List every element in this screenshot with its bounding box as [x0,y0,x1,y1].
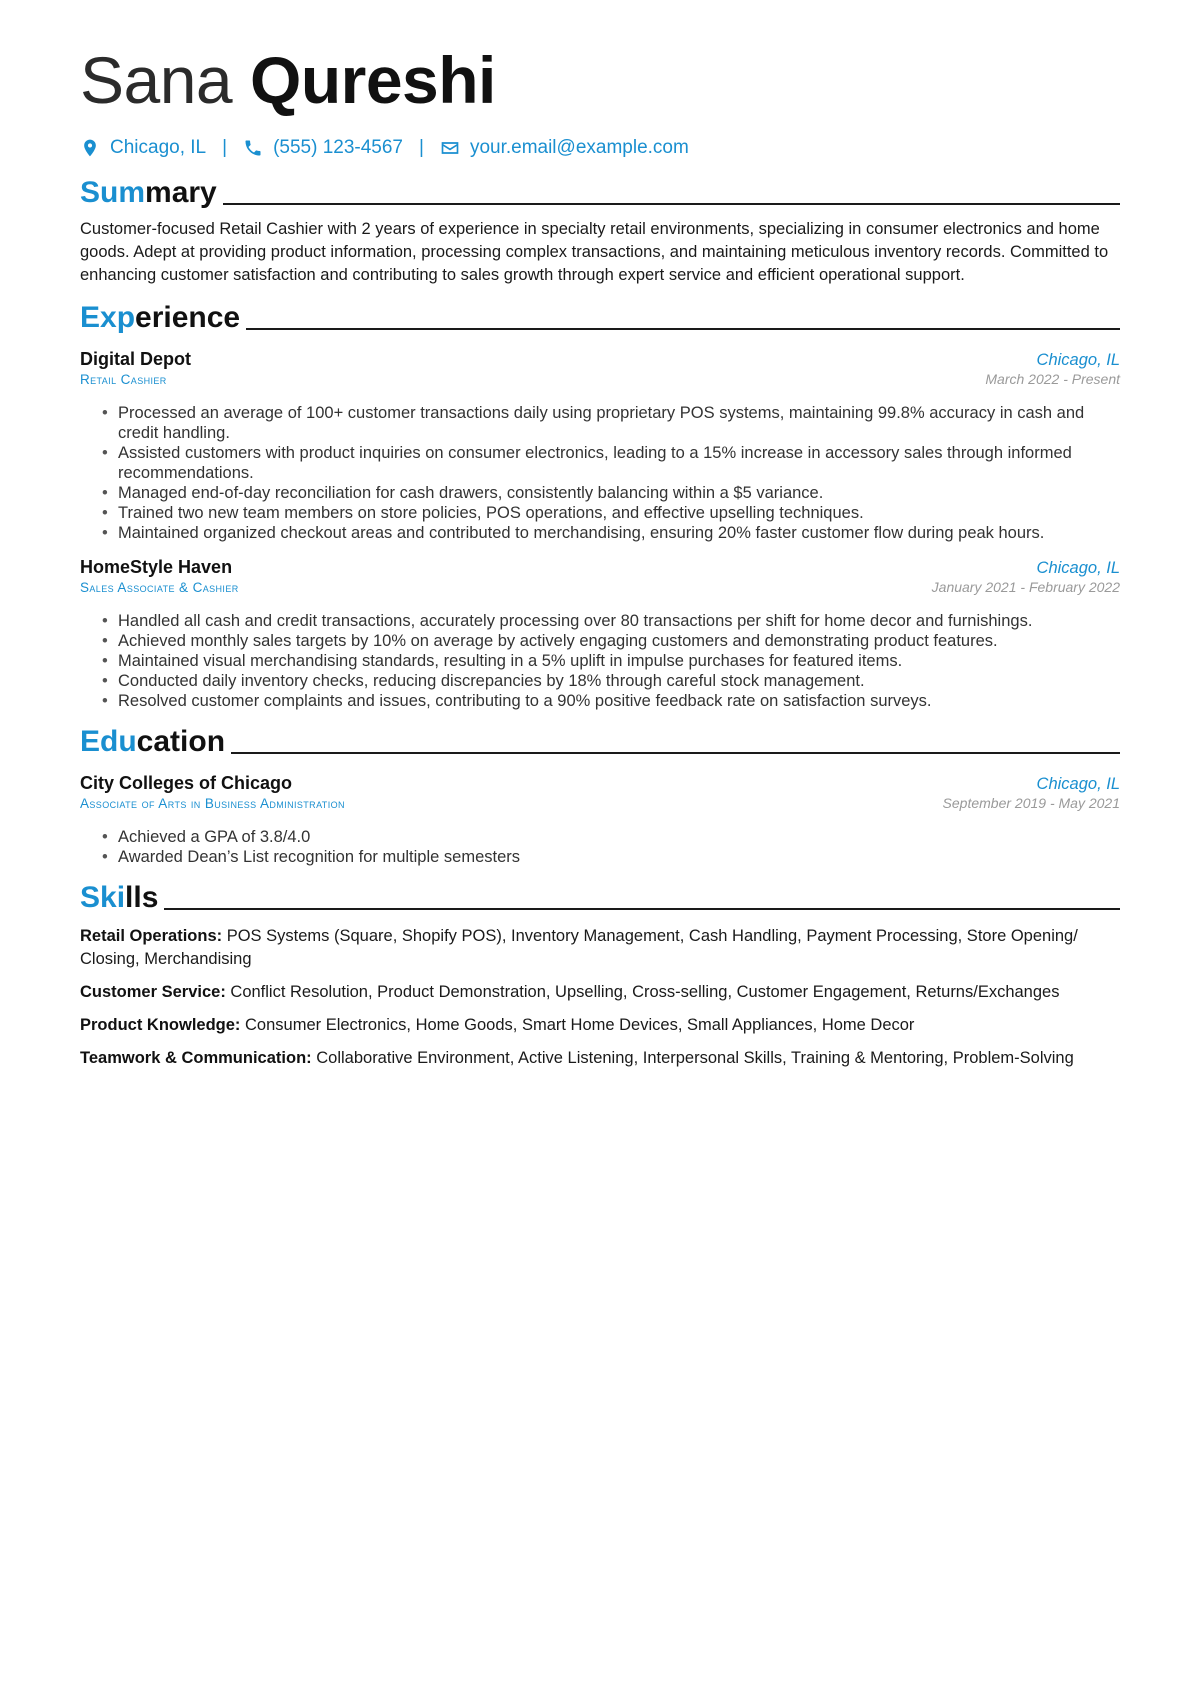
skill-row [80,1047,1120,1070]
contact-phone[interactable] [243,137,403,159]
section-header [80,877,1120,915]
candidate-name [80,40,1120,120]
bullet-item: • Conducted daily inventory checks, reducing discrepancies by 18% through careful stock management. [118,671,1120,691]
employer-name: Digital Depot [80,349,191,369]
skill-values: POS Systems (Square, Shopify POS), Inventory Management, Cash Handling, Payment Processing, Store Opening/ Closing, Merchandising [80,927,1078,968]
last-name: Qureshi [249,43,496,117]
bullet-item: • Achieved a GPA of 3.8/4.0 [118,827,1120,847]
section-title-education: Education [80,725,226,758]
bullet-item: • Managed end-of-day reconciliation for cash drawers, consistently balancing within a $5 variance. [118,483,1120,503]
bullet-item: • Achieved monthly sales targets by 10% on average by actively engaging customers and demonstrating product features. [118,631,1120,651]
job-title: Sales Associate & Cashier [80,580,239,595]
phone-text[interactable]: (555) 123-4567 [273,137,403,158]
map-pin-icon [80,138,100,158]
section-header [80,297,1120,335]
bullet-item: • Resolved customer complaints and issues, contributing to a 90% positive feedback rate on satisfaction surveys. [118,691,1120,711]
skill-category: Teamwork & Communication: [80,1049,312,1067]
section-divider [223,203,1120,205]
experience-entry [80,557,1120,711]
skill-category: Customer Service: [80,983,226,1001]
email-link[interactable]: your.email@example.com [469,137,689,158]
skill-category: Product Knowledge: [80,1016,241,1034]
bullet-item: • Processed an average of 100+ customer transactions daily using proprietary POS systems, maintaining 99.8% accuracy in cash and credit handling. [118,403,1120,443]
location-text: Chicago, IL [110,137,207,158]
section-title-experience: Experience [80,301,241,334]
experience-entry [80,349,1120,543]
resume-page [80,40,1120,1080]
contact-email[interactable] [440,137,689,159]
bullet-item: • Maintained organized checkout areas and contributed to merchandising, ensuring 20% faster customer flow during peak hours. [118,523,1120,543]
degree-title: Associate of Arts in Business Administration [80,796,345,811]
summary-text: Customer-focused Retail Cashier with 2 years of experience in specialty retail environments, specializing in consumer electronics and home goods. Adept at providing product information, processing complex transactions, and maintaining meticulous inventory records. Committed to enhancing customer satisfaction and contributing to sales growth through expert service and efficient operational support. [80,220,1109,284]
skill-row [80,1014,1120,1037]
section-title-skills: Skills [80,881,159,914]
entry-location: Chicago, IL [1036,351,1120,369]
employer-name: HomeStyle Haven [80,557,233,577]
job-title: Retail Cashier [80,372,167,387]
skills-section [80,877,1120,1070]
section-divider [231,752,1120,754]
section-title-summary: Summary [80,176,217,209]
skill-values: Collaborative Environment, Active Listening, Interpersonal Skills, Training & Mentoring, Problem-Solving [316,1049,1074,1067]
skill-row [80,981,1120,1004]
section-header [80,721,1120,759]
skill-values: Conflict Resolution, Product Demonstration, Upselling, Cross-selling, Customer Engagement, Returns/Exchanges [230,983,1060,1001]
first-name: Sana [80,43,233,117]
school-name: City Colleges of Chicago [80,773,293,793]
bullet-item: • Trained two new team members on store policies, POS operations, and effective upselling techniques. [118,503,1120,523]
contact-separator: | [222,137,228,158]
section-header [80,172,1120,210]
education-entry [80,773,1120,867]
entry-dates: March 2022 - Present [985,371,1120,387]
contact-separator: | [419,137,424,158]
phone-icon [243,138,263,158]
education-section [80,721,1120,867]
bullet-list [80,403,1120,543]
entry-location: Chicago, IL [1036,775,1120,793]
bullet-item: • Maintained visual merchandising standards, resulting in a 5% uplift in impulse purchases for featured items. [118,651,1120,671]
entry-dates: September 2019 - May 2021 [942,795,1120,811]
entry-dates: January 2021 - February 2022 [931,579,1120,595]
bullet-item: • Awarded Dean’s List recognition for multiple semesters [118,847,1120,867]
bullet-list [80,611,1120,711]
skill-values: Consumer Electronics, Home Goods, Smart Home Devices, Small Appliances, Home Decor [245,1016,915,1034]
entry-location: Chicago, IL [1036,559,1120,577]
envelope-icon [440,138,460,158]
skills-list [80,925,1120,1070]
skill-category: Retail Operations: [80,927,223,945]
bullet-item: • Handled all cash and credit transactions, accurately processing over 80 transactions per shift for home decor and furnishings. [118,611,1120,631]
bullet-item: • Assisted customers with product inquiries on consumer electronics, leading to a 15% increase in accessory sales through informed recommendations. [118,443,1120,483]
section-divider [164,908,1120,910]
skill-row [80,925,1120,971]
bullet-list [80,827,1120,867]
experience-section [80,297,1120,711]
contact-bar [80,134,1120,162]
summary-section [80,172,1120,287]
section-divider [246,328,1120,330]
contact-location [80,137,206,159]
